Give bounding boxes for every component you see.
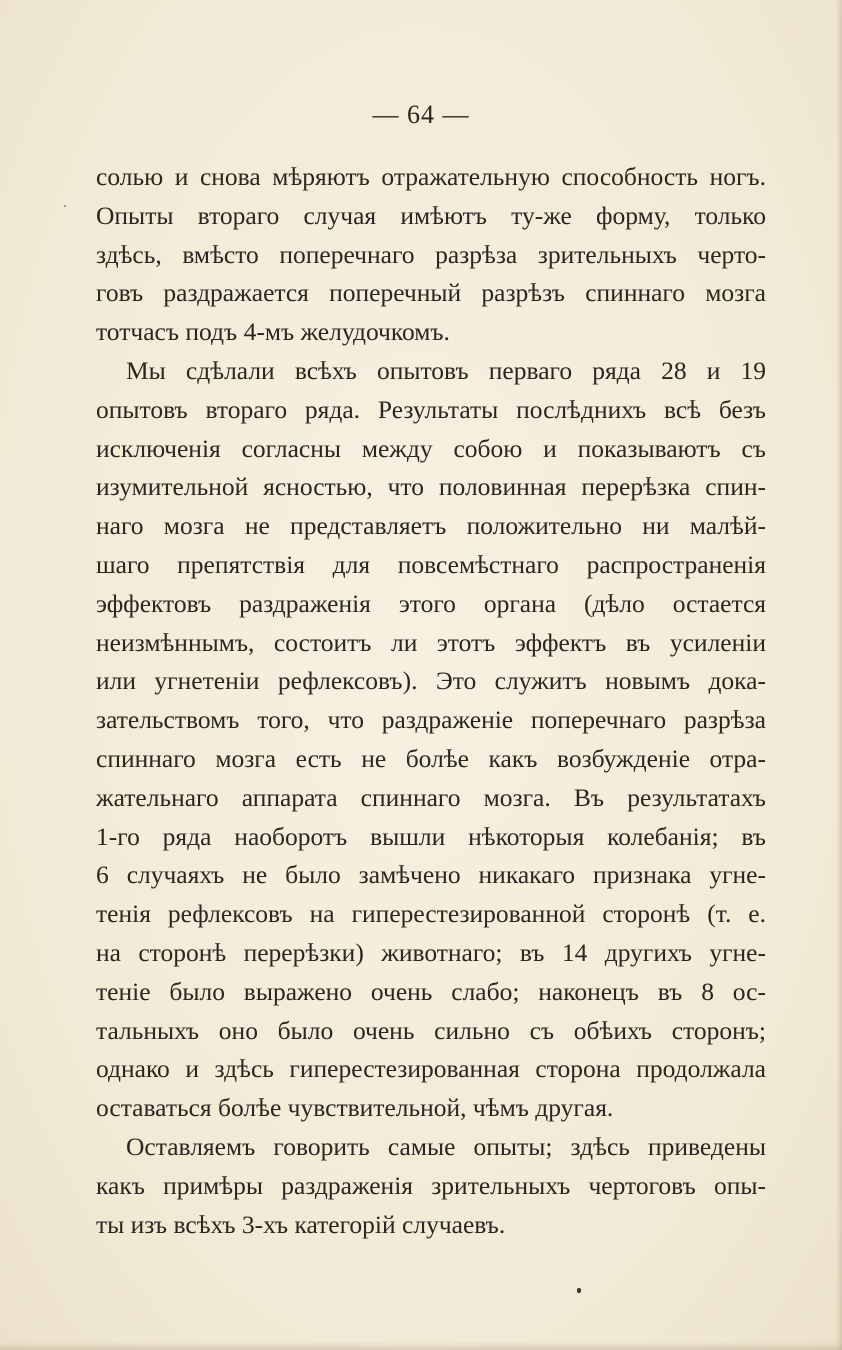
text-line: жательнаго аппарата спиннаго мозга. Въ результатахъ [96, 782, 766, 812]
text-line: изумительной ясностью, что половинная перерѣзка спин- [96, 472, 766, 502]
text-line: Мы сдѣлали всѣхъ опытовъ перваго ряда 28 и 19 [126, 355, 766, 385]
text-line: теніе было выражено очень слабо; наконецъ въ 8 ос- [96, 976, 766, 1006]
text-line: тотчасъ подъ 4-мъ желудочкомъ. [96, 317, 450, 347]
ink-speck [577, 1288, 581, 1293]
paragraph-2 [96, 352, 766, 1128]
text-line: эффектовъ раздраженія этого органа (дѣло остается [96, 588, 766, 618]
page-edge-shadow-right [836, 0, 842, 1350]
text-line: какъ примѣры раздраженія зрительныхъ чертоговъ опы- [96, 1170, 766, 1200]
text-line: опытовъ втораго ряда. Результаты послѣднихъ всѣ безъ [96, 394, 766, 424]
text-line: однако и здѣсь гиперестезированная сторона продолжала [96, 1054, 766, 1084]
text-line: тальныхъ оно было очень сильно съ обѣихъ сторонъ; [96, 1015, 766, 1045]
text-line: Оставляемъ говорить самые опыты; здѣсь приведены [126, 1131, 766, 1161]
text-line: ты изъ всѣхъ 3-хъ категорій случаевъ. [96, 1209, 506, 1239]
text-line: спиннаго мозга есть не болѣе какъ возбужденіе отра- [96, 743, 766, 773]
page-edge-shadow-bottom [0, 1342, 842, 1350]
text-line: зательствомъ того, что раздраженіе поперечнаго разрѣза [96, 705, 766, 735]
text-line: на сторонѣ перерѣзки) животнаго; въ 14 другихъ угне- [96, 937, 766, 967]
text-line: исключенія согласны между собою и показываютъ съ [96, 433, 766, 463]
text-line: Опыты втораго случая имѣютъ ту-же форму, только [96, 200, 766, 230]
text-line: здѣсь, вмѣсто поперечнаго разрѣза зрительныхъ черто- [96, 239, 766, 269]
text-line: неизмѣннымъ, состоитъ ли этотъ эффектъ въ усиленіи [96, 627, 766, 657]
text-line: или угнетеніи рефлексовъ). Это служитъ новымъ дока- [96, 666, 766, 696]
text-line: 6 случаяхъ не было замѣчено никакаго признака угне- [96, 860, 766, 890]
body-text [96, 158, 766, 1244]
text-line: наго мозга не представляетъ положительно ни малѣй- [96, 511, 766, 541]
paper-speck [64, 205, 66, 207]
text-line: 1-го ряда наоборотъ вышли нѣкоторыя колебанія; въ [96, 821, 766, 851]
text-line: тенія рефлексовъ на гиперестезированной сторонѣ (т. е. [96, 899, 766, 929]
text-line: говъ раздражается поперечный разрѣзъ спиннаго мозга [96, 278, 766, 308]
paragraph-3 [96, 1128, 766, 1244]
text-line: оставаться болѣе чувствительной, чѣмъ другая. [96, 1093, 614, 1123]
text-line: солью и снова мѣряютъ отражательную способность ногъ. [96, 162, 766, 191]
paragraph-1 [96, 158, 766, 352]
text-line: шаго препятствія для повсемѣстнаго распространенія [96, 549, 766, 579]
page-number: — 64 — [372, 100, 470, 129]
